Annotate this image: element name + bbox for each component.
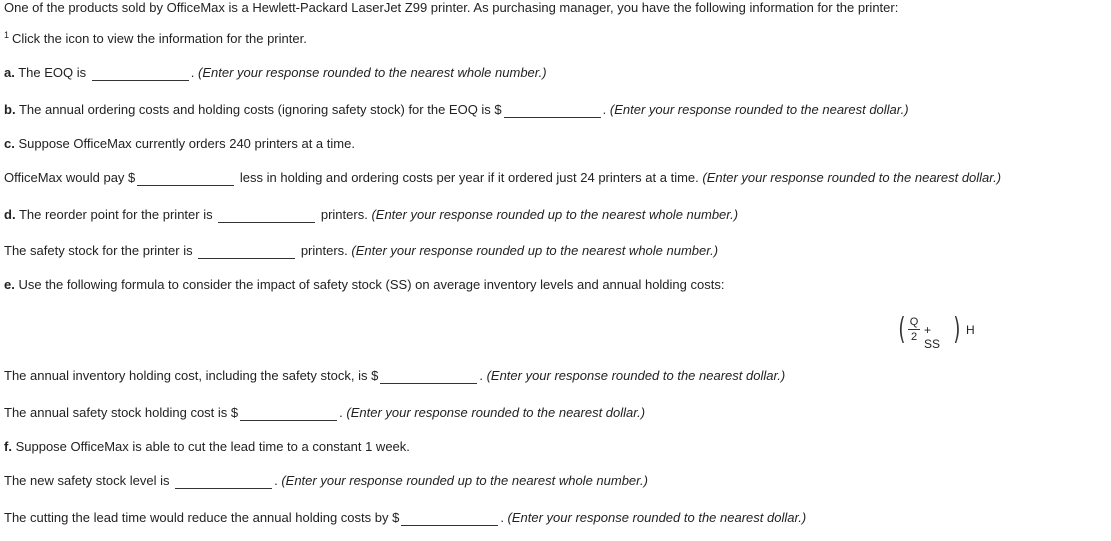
question-c-text: Suppose OfficeMax currently orders 240 printers at a time.: [18, 136, 355, 151]
eoq-period: .: [190, 65, 199, 80]
question-a-text: The EOQ is: [18, 65, 87, 80]
question-d-hint: (Enter your response rounded up to the nearest whole number.): [371, 207, 739, 222]
safety-stock-input[interactable]: [198, 242, 295, 259]
question-c: [4, 136, 355, 152]
footnote-text: Click the icon to view the information for the printer.: [12, 31, 307, 46]
question-e-holding: [4, 367, 785, 384]
question-f-reduce: [4, 509, 806, 526]
question-b-text: The annual ordering costs and holding costs (ignoring safety stock) for the EOQ is $: [18, 102, 502, 117]
formula-multiplier: H: [966, 323, 975, 337]
reduce-cost-text: The cutting the lead time would reduce the annual holding costs by $: [4, 510, 400, 525]
question-f: [4, 439, 410, 455]
question-f-safety: [4, 472, 648, 489]
question-a-hint: (Enter your response rounded to the nearest whole number.): [198, 65, 547, 80]
question-e-ss-cost: [4, 404, 645, 421]
question-f-text: Suppose OfficeMax is able to cut the lead time to a constant 1 week.: [15, 439, 410, 454]
question-c-hint: (Enter your response rounded to the nearest dollar.): [702, 170, 1002, 185]
question-e: [4, 277, 724, 293]
intro-text: One of the products sold by OfficeMax is a Hewlett-Packard LaserJet Z99 printer. As purchasing manager, you have the following information for the printer:: [4, 0, 899, 15]
eoq-cost-period: .: [602, 102, 610, 117]
ss-cost-input[interactable]: [240, 404, 337, 421]
formula-fraction-bar: [908, 329, 920, 330]
question-d-safety: [4, 242, 718, 259]
safety-stock-hint: (Enter your response rounded up to the nearest whole number.): [351, 243, 719, 258]
new-ss-period: .: [274, 473, 282, 488]
question-d-text: The reorder point for the printer is: [18, 207, 213, 222]
question-b-hint: (Enter your response rounded to the nearest dollar.): [609, 102, 909, 117]
question-d: [4, 206, 738, 223]
eoq-input[interactable]: [92, 64, 189, 81]
formula-right-paren: ): [953, 312, 961, 347]
holding-cost-hint: (Enter your response rounded to the nearest dollar.): [486, 368, 786, 383]
footnote-row[interactable]: [4, 31, 307, 48]
holding-cost-input[interactable]: [380, 367, 477, 384]
ss-cost-hint: (Enter your response rounded to the nearest dollar.): [346, 405, 646, 420]
safety-stock-text: The safety stock for the printer is: [4, 243, 193, 258]
savings-input[interactable]: [137, 169, 234, 186]
ss-cost-text: The annual safety stock holding cost is $: [4, 405, 239, 420]
holding-cost-text: The annual inventory holding cost, including the safety stock, is $: [4, 368, 379, 383]
question-c-label: c.: [4, 136, 15, 151]
question-b-label: b.: [4, 102, 16, 117]
formula-plus-ss: + SS: [924, 323, 941, 351]
reorder-point-input[interactable]: [218, 206, 315, 223]
question-c-pay-pre: OfficeMax would pay $: [4, 170, 136, 185]
ss-cost-period: .: [339, 405, 347, 420]
reduce-cost-hint: (Enter your response rounded to the nearest dollar.): [507, 510, 807, 525]
question-e-text: Use the following formula to consider the impact of safety stock (SS) on average inventory levels and annual holding costs:: [18, 277, 725, 292]
formula-left-paren: (: [898, 312, 906, 347]
eoq-cost-input[interactable]: [504, 101, 601, 118]
question-a-label: a.: [4, 65, 15, 80]
formula-fraction: [908, 316, 920, 343]
holding-cost-period: .: [479, 368, 487, 383]
question-c-pay: [4, 169, 1001, 186]
reduce-cost-period: .: [500, 510, 508, 525]
question-c-pay-post: less in holding and ordering costs per year if it ordered just 24 printers at a time.: [239, 170, 699, 185]
reduce-cost-input[interactable]: [401, 509, 498, 526]
question-a: [4, 64, 547, 81]
formula-numerator: Q: [909, 316, 919, 328]
new-ss-hint: (Enter your response rounded up to the nearest whole number.): [281, 473, 648, 488]
question-e-label: e.: [4, 277, 15, 292]
footnote-marker: 1: [4, 30, 10, 40]
formula-denominator: 2: [910, 331, 918, 343]
new-ss-text: The new safety stock level is: [4, 473, 170, 488]
question-b: [4, 101, 909, 118]
new-ss-input[interactable]: [175, 472, 272, 489]
question-d-unit: printers.: [320, 207, 368, 222]
question-d-label: d.: [4, 207, 16, 222]
safety-stock-unit: printers.: [300, 243, 348, 258]
question-f-label: f.: [4, 439, 12, 454]
